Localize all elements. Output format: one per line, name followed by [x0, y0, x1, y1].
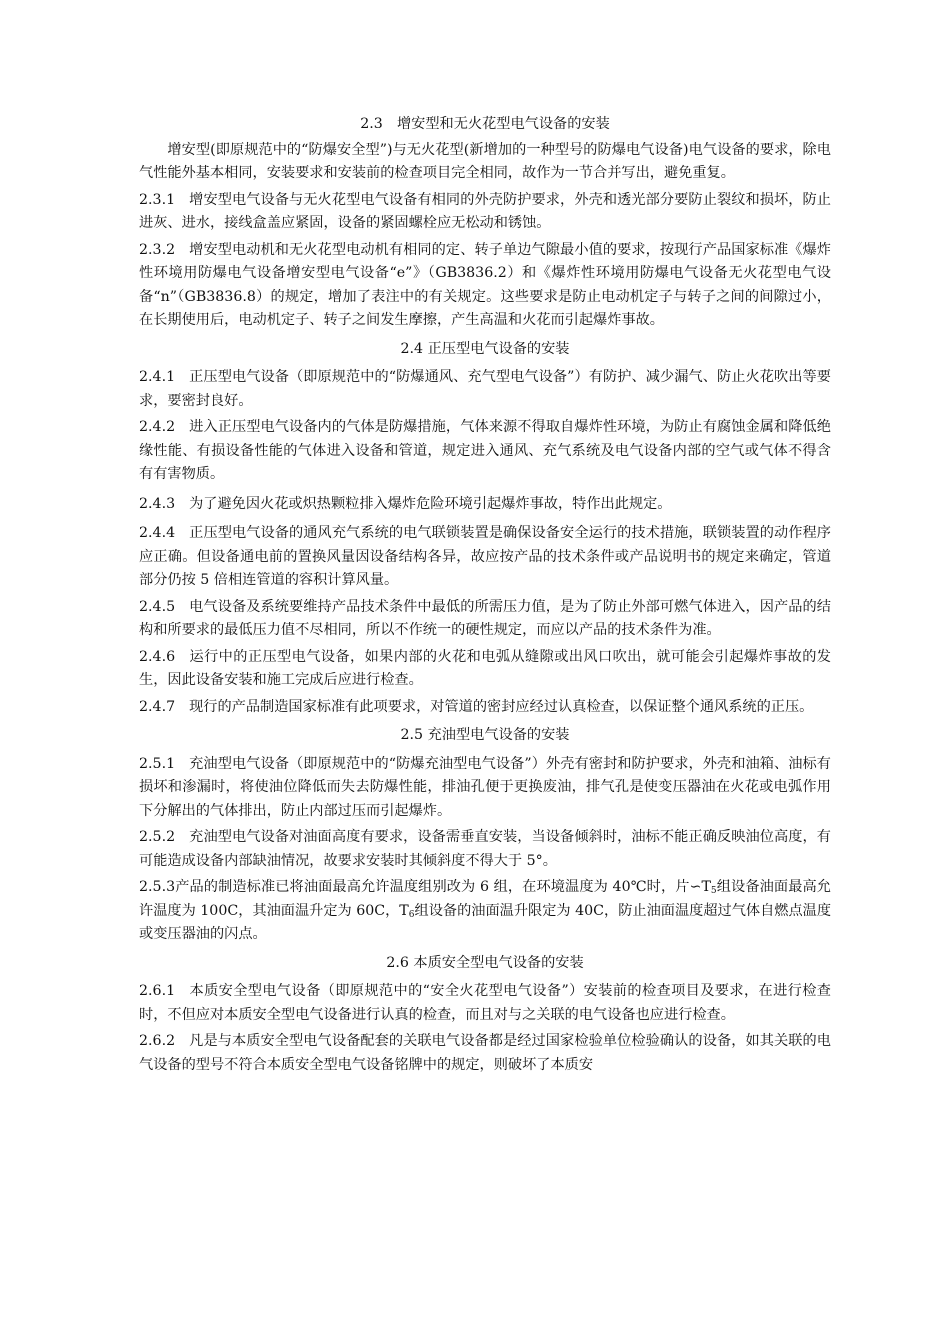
section-heading-2-6: 2.6 本质安全型电气设备的安装 [386, 954, 584, 971]
clause-number: 2.4.4 [139, 525, 176, 541]
subscript-6: 6 [408, 909, 415, 920]
clause-text: 增安型电动机和无火花型电动机有相同的定、转子单边气隙最小值的要求，按现行产品国家标准《爆炸性环境用防爆电气设备增安型电气设备“e”》（GB3836.2）和《爆炸性环境用防爆电气设备无火花型电气设备“n”（GB3836.8）的规定，增加了表注中的有关规定。这些要求是防止电动机定子与转子之间的间隙过小，在长期使用后，电动机定子、转子之间发生摩擦，产生高温和火花而引起爆炸事故。 [139, 241, 831, 328]
clause-2-4-5 [139, 596, 831, 643]
clause-number: 2.3.2 [139, 241, 176, 258]
clause-number: 2.4.7 [139, 698, 176, 715]
clause-2-4-3 [139, 493, 831, 517]
clause-2-3-2 [139, 239, 831, 333]
clause-2-4-1 [139, 366, 831, 413]
section-heading-2-3: 2.3 增安型和无火花型电气设备的安装 [360, 116, 610, 132]
clause-2-6-1 [139, 980, 831, 1027]
document-page [139, 113, 831, 1077]
clause-number: 2.5.2 [139, 829, 176, 845]
clause-number: 2.6.1 [139, 983, 176, 999]
clause-number: 2.4.1 [139, 369, 176, 385]
clause-text-part-2: 组设备油面最高允许温度为 100C，其油面温升定为 60C，T [139, 879, 831, 919]
clause-2-5-3 [139, 876, 831, 947]
clause-text: 增安型电气设备与无火花型电气设备有相同的外壳防护要求，外壳和透光部分要防止裂纹和损坏，防止进灰、进水，接线盒盖应紧固，设备的紧固螺栓应无松动和锈蚀。 [139, 191, 831, 231]
clause-text: 正压型电气设备（即原规范中的“防爆通风、充气型电气设备”）有防护、减少漏气、防止火花吹出等要求，要密封良好。 [139, 369, 831, 409]
clause-number: 2.4.2 [139, 419, 176, 435]
clause-text: 本质安全型电气设备（即原规范中的“安全火花型电气设备”）安装前的检查项目及要求，在进行检查时，不但应对本质安全型电气设备进行认真的检查，而且对与之关联的电气设备也应进行检查。 [139, 983, 831, 1023]
clause-2-6-2 [139, 1030, 831, 1077]
clause-number: 2.4.6 [139, 648, 176, 665]
clause-2-4-2 [139, 416, 831, 487]
clause-2-5-1 [139, 753, 831, 824]
clause-text-part-1: 产品的制造标准已将油面最高允许温度组别改为 6 组，在环境温度为 40℃时，片∽T [175, 879, 711, 895]
clause-number: 2.4.5 [139, 598, 176, 615]
clause-2-3-1 [139, 189, 831, 236]
clause-number: 2.5.3 [139, 879, 176, 895]
clause-number: 2.3.1 [139, 191, 176, 208]
section-heading-2-5: 2.5 充油型电气设备的安装 [400, 727, 570, 743]
clause-2-4-7 [139, 696, 831, 720]
clause-text: 现行的产品制造国家标准有此项要求，对管道的密封应经过认真检查，以保证整个通风系统的正压。 [189, 698, 814, 715]
clause-text: 正压型电气设备的通风充气系统的电气联锁装置是确保设备安全运行的技术措施，联锁装置的动作程序应正确。但设备通电前的置换风量因设备结构各异，故应按产品的技术条件或产品说明书的规定来确定，管道部分仍按 5 倍相连管道的容积计算风量。 [139, 525, 831, 588]
clause-number: 2.5.1 [139, 755, 176, 772]
clause-text-part-3: 组设备的油面温升限定为 40C，防止油面温度超过气体自燃点温度或变压器油的闪点。 [139, 902, 832, 942]
clause-text: 充油型电气设备对油面高度有要求，设备需垂直安装，当设备倾斜时，油标不能正确反映油位高度，有可能造成设备内部缺油情况，故要求安装时其倾斜度不得大于 5°。 [139, 829, 831, 869]
clause-text: 凡是与本质安全型电气设备配套的关联电气设备都是经过国家检验单位检验确认的设备，如其关联的电气设备的型号不符合本质安全型电气设备铭牌中的规定，则破坏了本质安 [139, 1033, 831, 1073]
clause-2-4-6 [139, 646, 831, 693]
clause-number: 2.4.3 [139, 495, 176, 512]
clause-2-5-2 [139, 826, 831, 873]
clause-text: 电气设备及系统要维持产品技术条件中最低的所需压力值，是为了防止外部可燃气体进入，因产品的结构和所要求的最低压力值不尽相同，所以不作统一的硬性规定，而应以产品的技术条件为准。 [139, 598, 831, 638]
section-intro-2-3: 增安型(即原规范中的“防爆安全型”)与无火花型(新增加的一种型号的防爆电气设备)电气设备的要求，除电气性能外基本相同，安装要求和安装前的检查项目完全相同，故作为一节合并写出，避免重复。 [139, 141, 831, 181]
clause-text: 充油型电气设备（即原规范中的“防爆充油型电气设备”）外壳有密封和防护要求，外壳和油箱、油标有损坏和渗漏时，将使油位降低而失去防爆性能，排油孔便于更换废油，排气孔是使变压器油在火花或电弧作用下分解出的气体排出，防止内部过压而引起爆炸。 [139, 755, 831, 819]
section-heading-2-4: 2.4 正压型电气设备的安装 [400, 340, 570, 357]
clause-text: 进入正压型电气设备内的气体是防爆措施，气体来源不得取自爆炸性环境，为防止有腐蚀金属和降低绝缘性能、有损设备性能的气体进入设备和管道，规定进入通风、充气系统及电气设备内部的空气或气体不得含有有害物质。 [139, 419, 831, 482]
subscript-5: 5 [710, 886, 717, 896]
clause-2-4-4 [139, 522, 831, 593]
clause-text: 为了避免因火花或炽热颗粒排入爆炸危险环境引起爆炸事故，特作出此规定。 [189, 495, 672, 512]
clause-text: 运行中的正压型电气设备，如果内部的火花和电弧从缝隙或出风口吹出，就可能会引起爆炸事故的发生，因此设备安装和施工完成后应进行检查。 [139, 648, 831, 688]
clause-number: 2.6.2 [139, 1033, 176, 1049]
